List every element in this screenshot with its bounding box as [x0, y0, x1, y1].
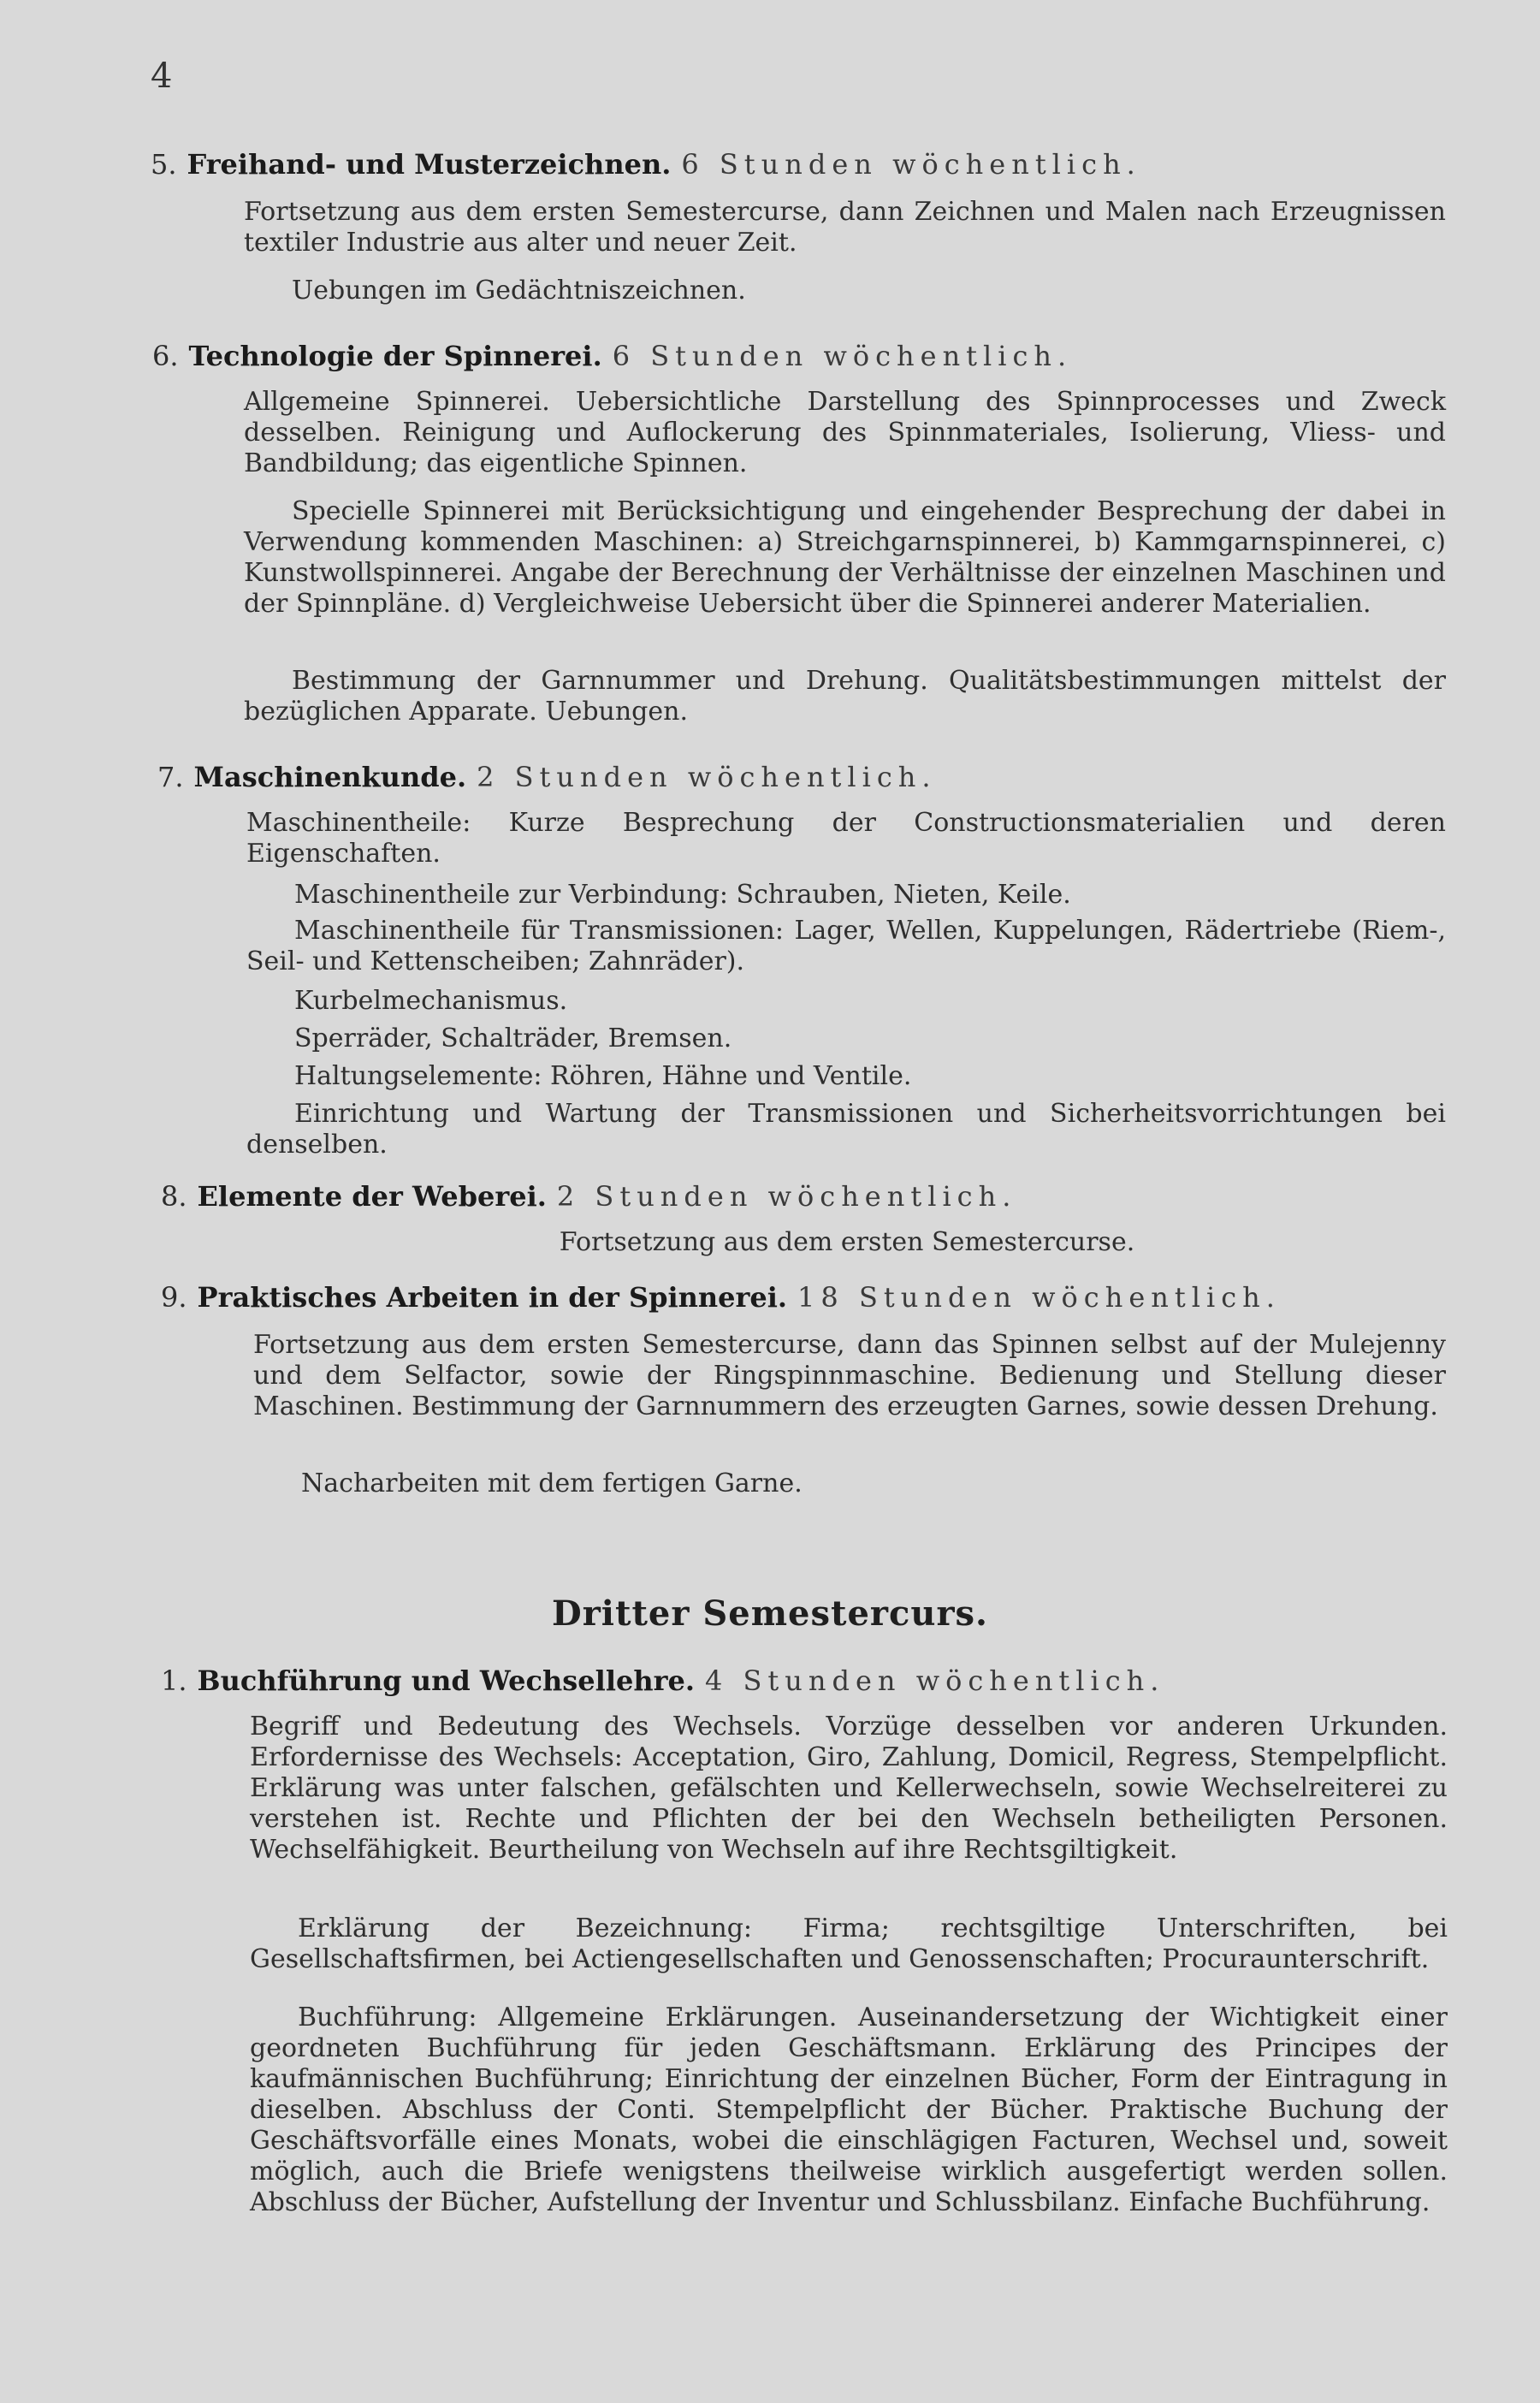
- section-hours: 6 Stunden wöchentlich.: [681, 148, 1141, 181]
- page-number: 4: [151, 56, 173, 96]
- section-paragraph: Nacharbeiten mit dem fertigen Garne.: [301, 1468, 803, 1498]
- section-heading: [151, 147, 1141, 181]
- section-title: Freihand- und Musterzeichnen.: [187, 148, 672, 181]
- section-title: Buchführung und Wechsellehre.: [197, 1664, 695, 1697]
- section-number: 1.: [161, 1664, 187, 1697]
- section-paragraph: Uebungen im Gedächtniszeichnen.: [292, 276, 746, 306]
- section-paragraph: Kurbelmechanismus.: [294, 986, 568, 1016]
- section-paragraph: Maschinentheile zur Verbindung: Schrauben, Nieten, Keile.: [294, 880, 1071, 910]
- section-hours: 18 Stunden wöchentlich.: [797, 1281, 1281, 1314]
- section-hours: 4 Stunden wöchentlich.: [704, 1664, 1165, 1697]
- section-heading: [161, 1280, 1281, 1314]
- section-number: 9.: [161, 1281, 187, 1314]
- section-paragraph: Fortsetzung aus dem ersten Semestercurse, dann das Spinnen selbst auf der Mulejenny und dem Selfactor, sowie der Ringspinnmaschine. Bedienung und Stellung dieser Maschinen. Bestimmung der Garnnummern des erzeugten Garnes, sowie dessen Drehung.: [253, 1330, 1446, 1421]
- section-title: Praktisches Arbeiten in der Spinnerei.: [197, 1281, 788, 1314]
- section-hours: 2 Stunden wöchentlich.: [556, 1180, 1017, 1213]
- section-title: Technologie der Spinnerei.: [188, 340, 602, 372]
- section-heading: [157, 760, 937, 794]
- section-paragraph: Fortsetzung aus dem ersten Semestercurse, dann Zeichnen und Malen nach Erzeugnissen textiler Industrie aus alter und neuer Zeit.: [244, 197, 1446, 258]
- section-paragraph: Buchführung: Allgemeine Erklärungen. Auseinandersetzung der Wichtigkeit einer geordneten Buchführung für jeden Geschäftsmann. Erklärung des Principes der kaufmännischen Buchführung; Einrichtung der einzelnen Bücher, Form der Eintragung in dieselben. Abschluss der Conti. Stempelpflicht der Bücher. Praktische Buchung der Geschäftsvorfälle eines Monats, wobei die einschlägigen Facturen, Wechsel und, soweit möglich, auch die Briefe wenigstens theilweise wirklich ausgefertigt werden sollen. Abschluss der Bücher, Aufstellung der Inventur und Schlussbilanz. Einfache Buchführung.: [250, 2002, 1448, 2217]
- section-paragraph: Begriff und Bedeutung des Wechsels. Vorzüge desselben vor anderen Urkunden. Erfordernisse des Wechsels: Acceptation, Giro, Zahlung, Domicil, Regress, Stempelpflicht. Erklärung was unter falschen, gefälschten und Kellerwechseln, sowie Wechselreiterei zu verstehen ist. Rechte und Pflichten der bei den Wechseln betheiligten Personen. Wechselfähigkeit. Beurtheilung von Wechseln auf ihre Rechtsgiltigkeit.: [250, 1712, 1448, 1865]
- section-paragraph: Fortsetzung aus dem ersten Semestercurse.: [559, 1227, 1135, 1257]
- semester-heading: Dritter Semestercurs.: [552, 1593, 988, 1634]
- section-heading: [152, 339, 1072, 373]
- section-paragraph: Maschinentheile: Kurze Besprechung der Constructionsmaterialien und deren Eigenschaften.: [246, 808, 1446, 869]
- section-paragraph: Allgemeine Spinnerei. Uebersichtliche Darstellung des Spinnprocesses und Zweck desselben. Reinigung und Auflockerung des Spinnmateriales, Isolierung, Vliess- und Bandbildung; das eigentliche Spinnen.: [244, 387, 1446, 478]
- section-paragraph: Erklärung der Bezeichnung: Firma; rechtsgiltige Unterschriften, bei Gesellschaftsfirmen, bei Actiengesellschaften und Genossenschaften; Procuraunterschrift.: [250, 1914, 1448, 1974]
- section-number: 7.: [157, 761, 184, 793]
- section-hours: 2 Stunden wöchentlich.: [477, 761, 937, 793]
- section-number: 6.: [152, 340, 179, 372]
- section-paragraph: Sperräder, Schalträder, Bremsen.: [294, 1024, 732, 1053]
- section-heading: [161, 1664, 1164, 1698]
- section-number: 8.: [161, 1180, 187, 1213]
- section-hours: 6 Stunden wöchentlich.: [612, 340, 1073, 372]
- section-paragraph: Bestimmung der Garnnummer und Drehung. Qualitätsbestimmungen mittelst der bezüglichen Apparate. Uebungen.: [244, 666, 1446, 727]
- section-paragraph: Einrichtung und Wartung der Transmissionen und Sicherheitsvorrichtungen bei denselben.: [246, 1099, 1446, 1160]
- section-paragraph: Maschinentheile für Transmissionen: Lager, Wellen, Kuppelungen, Rädertriebe (Riem-, Seil- und Kettenscheiben; Zahnräder).: [246, 916, 1446, 976]
- section-title: Elemente der Weberei.: [197, 1180, 547, 1213]
- section-paragraph: Haltungselemente: Röhren, Hähne und Ventile.: [294, 1061, 912, 1091]
- section-heading: [161, 1179, 1016, 1213]
- section-paragraph: Specielle Spinnerei mit Berücksichtigung und eingehender Besprechung der dabei in Verwendung kommenden Maschinen: a) Streichgarnspinnerei, b) Kammgarnspinnerei, c) Kunstwollspinnerei. Angabe der Berechnung der Verhältnisse der einzelnen Maschinen und der Spinnpläne. d) Vergleichweise Uebersicht über die Spinnerei anderer Materialien.: [244, 496, 1446, 619]
- section-number: 5.: [151, 148, 177, 181]
- section-title: Maschinenkunde.: [193, 761, 467, 793]
